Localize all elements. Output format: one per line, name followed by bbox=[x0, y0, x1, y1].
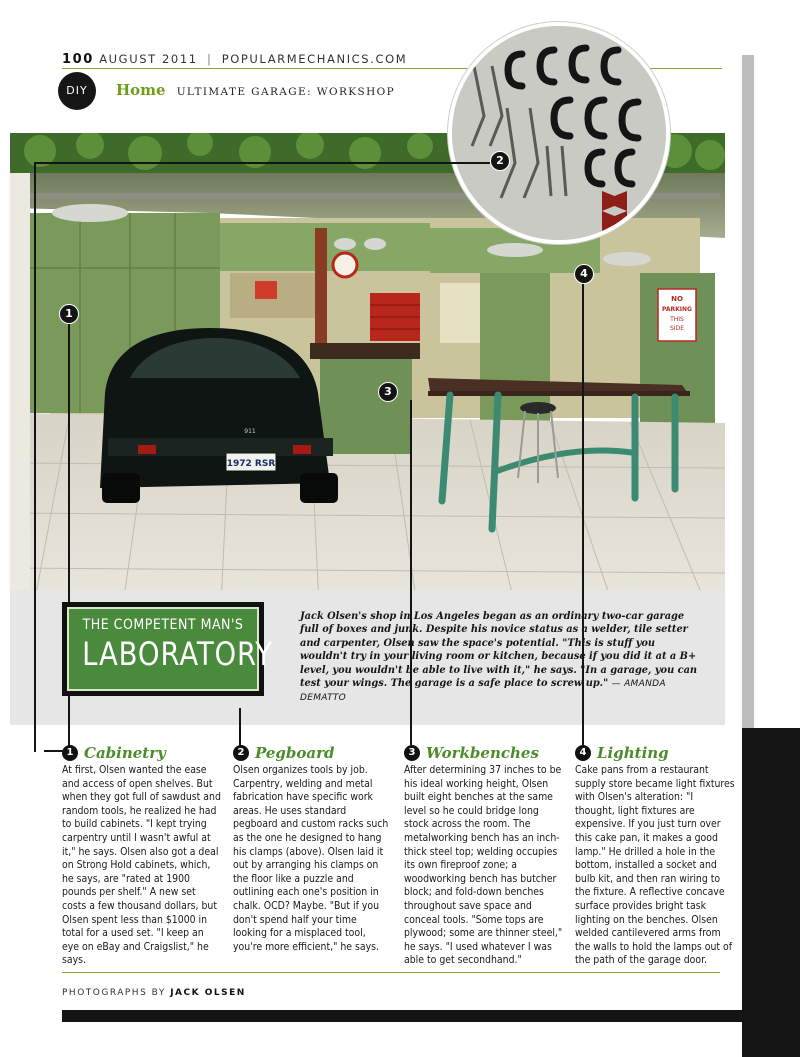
column-pegboard bbox=[233, 743, 393, 954]
column-lighting bbox=[575, 743, 735, 968]
wall-clock bbox=[333, 253, 357, 277]
column-title: Workbenches bbox=[426, 744, 539, 762]
page-bottom-bar bbox=[62, 1010, 754, 1022]
section-home-label: Home bbox=[116, 81, 166, 99]
photo-credit-label: PHOTOGRAPHS BY bbox=[62, 988, 166, 998]
column-number: 3 bbox=[404, 745, 420, 761]
section-subtitle: ULTIMATE GARAGE: WORKSHOP bbox=[176, 86, 396, 98]
sign-line-4: SIDE bbox=[670, 325, 684, 332]
site-name[interactable]: POPULARMECHANICS.COM bbox=[221, 52, 408, 66]
column-body: Cake pans from a restaurant supply store became light fixtures with Olsen's alteration: "I thought, light fixtures are expensive. If you just turn over this cake pan, it makes a good lamp." He drilled a hole in the bottom, installed a socket and bulb kit, and then ran wiring to the fixture. A reflective concave surface provides bright task lighting on the benches. Olsen welded cantilevered arms from the walls to hold the lamps out of the path of the garage door. bbox=[575, 764, 735, 967]
column-heading bbox=[575, 743, 735, 763]
column-body: At first, Olsen wanted the ease and access of open shelves. But when they got full of sawdust and random tools, he realized he had to build cabinets. "I kept trying carpentry until I wasn't awful at it," he says. Olsen also got a deal on Strong Hold cabinets, which, he says, are "rated at 1900 pounds per shelf." A new set costs a few thousand dollars, but Olsen spent less than $1000 in total for a used set. "I keep an eye on eBay and Craigslist," he says. bbox=[62, 764, 221, 967]
title-kicker: THE COMPETENT MAN'S bbox=[82, 617, 244, 633]
column-heading bbox=[62, 743, 222, 763]
page-number: 100 bbox=[62, 52, 94, 67]
model-badge: 911 bbox=[244, 428, 256, 435]
intro-text: Jack Olsen's shop in Los Angeles began as an ordinary two-car garage full of boxes and junk. Despite his novice status as a welder, tile setter and carpenter, Olsen saw the space's potential. "This is stuff you wouldn't try in your living room or kitchen, because if you did it at a B+ level, you wouldn't be able to live with it," he says. "In a garage, you can test your wings. The garage is a safe place to screw up." bbox=[300, 611, 698, 690]
sign-line-3: THIS bbox=[670, 316, 684, 323]
intro-credit: — AMANDA DEMATTO bbox=[300, 679, 666, 704]
title-box-inner bbox=[67, 607, 273, 691]
photo-credit-name: JACK OLSEN bbox=[170, 988, 246, 998]
column-number: 1 bbox=[62, 745, 78, 761]
section-title bbox=[116, 80, 395, 99]
folio bbox=[62, 52, 407, 67]
license-plate-text: 1972 RSR bbox=[226, 459, 276, 469]
leader-line-2 bbox=[239, 708, 241, 748]
column-body: Olsen organizes tools by job. Carpentry, welding and metal fabrication have specific work areas. He uses standard pegboard and custom racks such as the one he designed to hang his clamps (above). Olsen laid it out by arranging his clamps on the floor like a puzzle and outlining each one's position in chalk. OCD? Maybe. "But if you don't spend half your time looking for a misplaced tool, you're more efficient," he says. bbox=[233, 764, 389, 953]
sign-line-2: PARKING bbox=[662, 306, 692, 313]
leader-line-2-top bbox=[34, 162, 490, 164]
leader-line-1-top bbox=[34, 162, 36, 752]
column-heading bbox=[404, 743, 564, 763]
column-title: Cabinetry bbox=[84, 744, 166, 762]
diy-badge: DIY bbox=[58, 72, 96, 110]
callout-marker-1: 1 bbox=[59, 304, 79, 324]
callout-marker-2: 2 bbox=[490, 151, 510, 171]
footer-rule bbox=[62, 972, 720, 973]
photo-credit bbox=[62, 988, 246, 998]
page-edge-gray-bar bbox=[742, 55, 754, 745]
pegboard-inset-photo bbox=[448, 22, 670, 244]
callout-marker-4: 4 bbox=[574, 264, 594, 284]
clamp-rack-illustration bbox=[452, 26, 666, 240]
column-cabinetry bbox=[62, 743, 222, 968]
column-workbenches bbox=[404, 743, 564, 968]
column-number: 4 bbox=[575, 745, 591, 761]
issue-date: AUGUST 2011 bbox=[99, 52, 198, 66]
column-title: Pegboard bbox=[255, 744, 335, 762]
title-box bbox=[62, 602, 273, 696]
column-title: Lighting bbox=[597, 744, 669, 762]
article-title: LABORATORY bbox=[82, 635, 273, 673]
page-edge-black-bar bbox=[742, 728, 800, 1057]
callout-marker-3: 3 bbox=[378, 382, 398, 402]
column-body: After determining 37 inches to be his ideal working height, Olsen built eight benches at the same level so he could bridge long stock across the room. The metalworking bench has an inch-thick steel top; welding occupies its own fireproof zone; a woodworking bench has butcher block; and fold-down benches throughout save space and conceal tools. "Some tops are plywood; some are thinner steel," he says. "I used whatever I was able to get secondhand." bbox=[404, 764, 563, 967]
column-heading bbox=[233, 743, 393, 763]
column-number: 2 bbox=[233, 745, 249, 761]
intro-paragraph bbox=[300, 610, 700, 706]
folio-separator: | bbox=[206, 52, 213, 66]
sign-line-1: NO bbox=[671, 295, 683, 303]
